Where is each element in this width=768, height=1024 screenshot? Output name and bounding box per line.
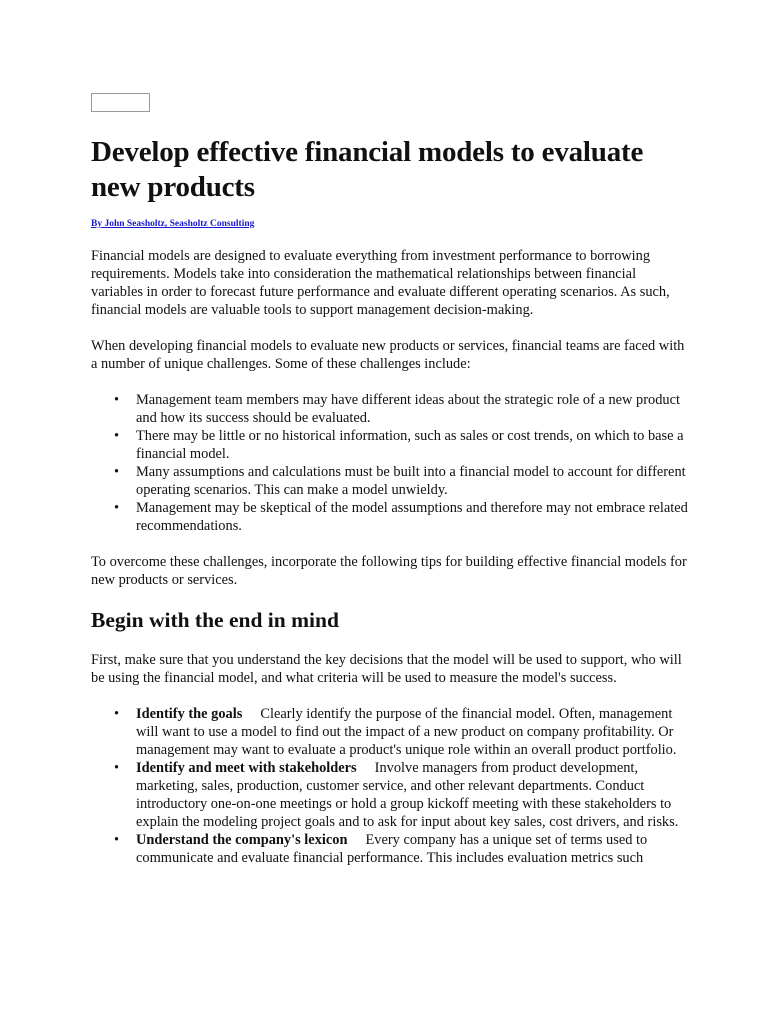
list-item: [91, 463, 691, 499]
article-title: Develop effective financial models to evaluate new products: [91, 136, 644, 203]
bullet-icon: •: [114, 760, 120, 776]
list-item: [91, 391, 691, 427]
image-placeholder: [91, 93, 150, 112]
tip-text: Clearly identify the purpose of the financial model. Often, management will want to use a model to find out the impact of a new product on company profitability. Or management may want to evaluate a product's unique role within an overall product portfolio.: [136, 706, 677, 758]
list-item: [91, 427, 691, 463]
section-intro: First, make sure that you understand the key decisions that the model will be used to support, who will be using the financial model, and what criteria will be used to measure the model's success.: [91, 652, 682, 686]
challenges-list: [91, 391, 691, 535]
tip-text: Every company has a unique set of terms used to communicate and evaluate financial performance. This includes evaluation metrics such: [136, 832, 648, 866]
challenges-intro: When developing financial models to evaluate new products or services, financial teams are faced with a number of unique challenges. Some of these challenges include:: [91, 338, 685, 372]
tip-heading: Identify and meet with stakeholders: [136, 760, 357, 776]
byline: [91, 218, 691, 230]
list-item-text: There may be little or no historical information, such as sales or cost trends, on which to base a financial model.: [136, 428, 684, 462]
list-item-text: Management may be skeptical of the model assumptions and therefore may not embrace related recommendations.: [136, 500, 688, 534]
intro-paragraph: Financial models are designed to evaluate everything from investment performance to borrowing requirements. Models take into consideration the mathematical relationships between financial variables in order to forecast future performance and evaluate different operating scenarios. As such, financial models are valuable tools to support management decision-making.: [91, 248, 670, 318]
tips-list: [91, 705, 691, 867]
list-item: [91, 831, 691, 867]
bullet-icon: •: [114, 500, 120, 516]
author-link[interactable]: By John Seasholtz, Seasholtz Consulting: [91, 219, 255, 229]
tip-heading: Understand the company's lexicon: [136, 832, 348, 848]
bullet-icon: •: [114, 464, 120, 480]
list-item-text: Many assumptions and calculations must be built into a financial model to account for different operating scenarios. This can make a model unwieldy.: [136, 464, 686, 498]
tips-intro: To overcome these challenges, incorporate the following tips for building effective financial models for new products or services.: [91, 554, 687, 588]
list-item-text: Management team members may have different ideas about the strategic role of a new product and how its success should be evaluated.: [136, 392, 680, 426]
bullet-icon: •: [114, 832, 120, 848]
section-heading: Begin with the end in mind: [91, 608, 339, 632]
bullet-icon: •: [114, 392, 120, 408]
bullet-icon: •: [114, 706, 120, 722]
bullet-icon: •: [114, 428, 120, 444]
list-item: [91, 705, 691, 759]
tip-text: Involve managers from product development, marketing, sales, production, customer service, and other relevant departments. Conduct introductory one-on-one meetings or hold a group kickoff meeting with these stakeholders to explain the modeling project goals and to ask for input about key sales, cost drivers, and risks.: [136, 760, 679, 830]
list-item: [91, 759, 691, 831]
list-item: [91, 499, 691, 535]
article: [91, 93, 691, 867]
tip-heading: Identify the goals: [136, 706, 243, 722]
